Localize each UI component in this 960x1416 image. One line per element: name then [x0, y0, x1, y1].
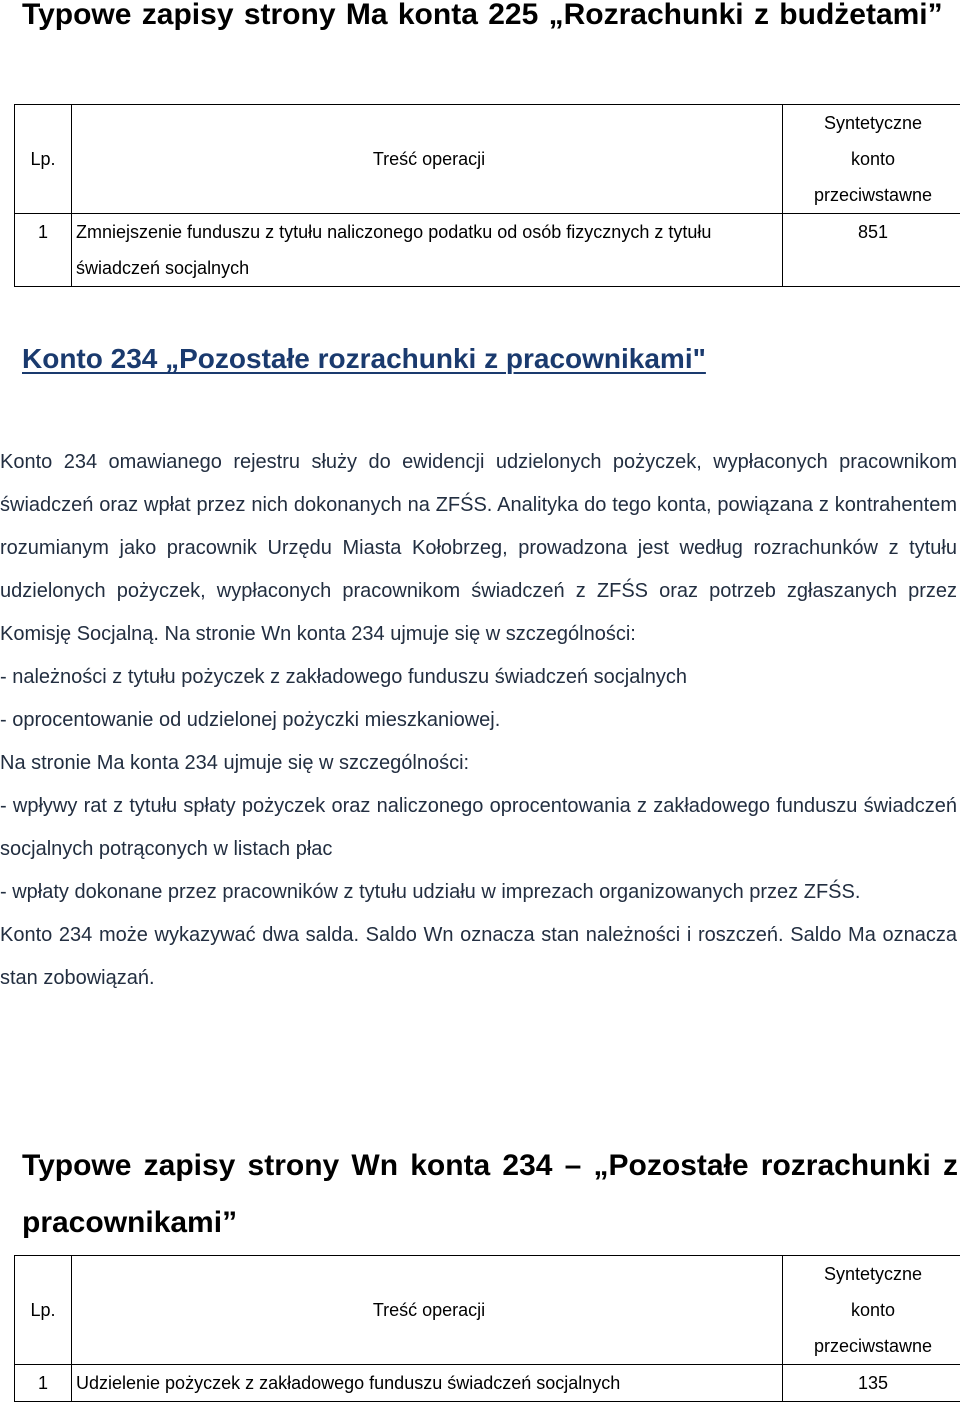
konto-234-title: Konto 234 „Pozostałe rozrachunki z pracownikami"	[22, 343, 706, 374]
ma-item-1: - wpływy rat z tytułu spłaty pożyczek oraz naliczonego oprocentowania z zakładowego funduszu świadczeń socjalnych potrąconych w listach płac	[0, 795, 957, 860]
header-konto-line2: konto	[850, 1300, 896, 1320]
row-tresc: Zmniejszenie funduszu z tytułu naliczonego podatku od osób fizycznych z tytułu świadczeń socjalnych	[72, 214, 783, 287]
header-konto	[783, 1256, 960, 1365]
section3-heading: Typowe zapisy strony Wn konta 234 – „Pozostałe rozrachunki z pracownikami”	[22, 1149, 958, 1239]
row-lp: 1	[15, 1365, 72, 1402]
header-konto	[783, 105, 960, 214]
table-header-row	[15, 105, 960, 214]
table-row	[15, 1365, 960, 1402]
saldo-paragraph: Konto 234 może wykazywać dwa salda. Saldo Wn oznacza stan należności i roszczeń. Saldo Ma oznacza stan zobowiązań.	[0, 924, 957, 989]
wn-234-table	[14, 1255, 960, 1402]
table-header-row	[15, 1256, 960, 1365]
header-tresc: Treść operacji	[72, 105, 783, 214]
header-konto-line3: przeciwstawne	[813, 185, 933, 205]
header-konto-line1: Syntetyczne	[823, 1264, 923, 1284]
table-row	[15, 214, 960, 287]
header-konto-line3: przeciwstawne	[813, 1336, 933, 1356]
row-konto: 851	[783, 214, 960, 287]
section1-heading: Typowe zapisy strony Ma konta 225 „Rozrachunki z budżetami”	[22, 0, 943, 31]
ma-225-table	[14, 104, 960, 287]
row-lp: 1	[15, 214, 72, 287]
paragraph-intro: Konto 234 omawianego rejestru służy do ewidencji udzielonych pożyczek, wypłaconych pracownikom świadczeń oraz wpłat przez nich dokonanych na ZFŚS. Analityka do tego konta, powiązana z kontrahentem rozumianym jako pracownik Urzędu Miasta Kołobrzeg, prowadzona jest według rozrachunków z tytułu udzielonych pożyczek, wypłaconych pracownikom świadczeń z ZFŚS oraz potrzeb zgłaszanych przez Komisję Socjalną. Na stronie Wn konta 234 ujmuje się w szczególności:	[0, 451, 957, 645]
wn-item-1: - należności z tytułu pożyczek z zakładowego funduszu świadczeń socjalnych	[0, 666, 688, 688]
konto-234-description	[0, 441, 957, 1000]
row-konto: 135	[783, 1365, 960, 1402]
header-tresc: Treść operacji	[72, 1256, 783, 1365]
header-lp: Lp.	[15, 1256, 72, 1365]
row-tresc: Udzielenie pożyczek z zakładowego funduszu świadczeń socjalnych	[72, 1365, 783, 1402]
header-lp: Lp.	[15, 105, 72, 214]
ma-item-2: - wpłaty dokonane przez pracowników z tytułu udziału w imprezach organizowanych przez ZFŚS.	[0, 881, 861, 903]
header-konto-line1: Syntetyczne	[823, 113, 923, 133]
wn-item-2: - oprocentowanie od udzielonej pożyczki mieszkaniowej.	[0, 709, 501, 731]
header-konto-line2: konto	[850, 149, 896, 169]
ma-intro: Na stronie Ma konta 234 ujmuje się w szczególności:	[0, 752, 470, 774]
